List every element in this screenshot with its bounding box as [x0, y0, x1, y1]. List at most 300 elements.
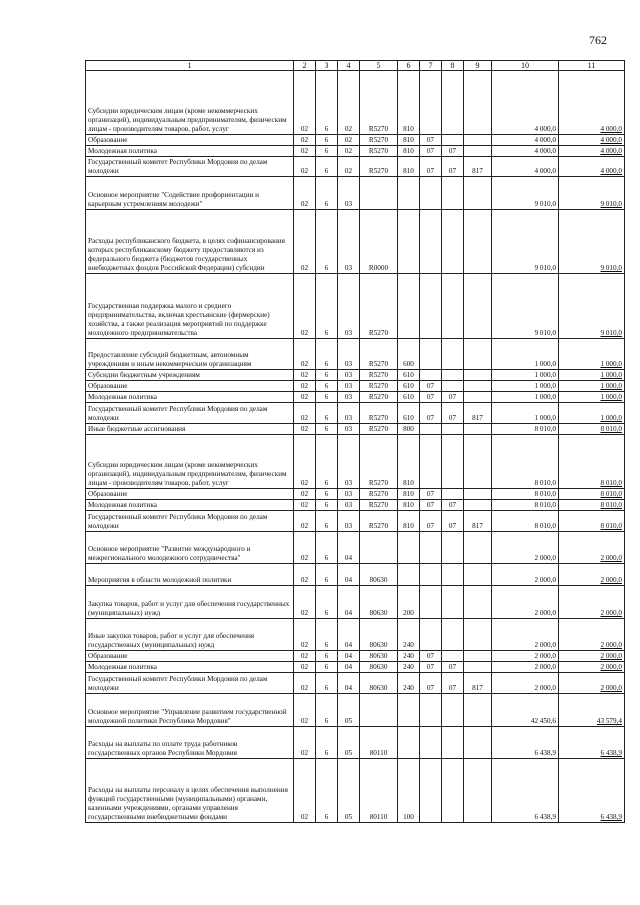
- cell-program: 02: [294, 489, 316, 500]
- cell-subsection: 07: [442, 673, 464, 694]
- cell-subsection: [442, 727, 464, 759]
- row-description: Субсидии юридическим лицам (кроме некоммерческих организаций), индивидуальным предпринимателям, физическим лицам - производителям товаров, работ, услуг: [86, 435, 294, 489]
- cell-subsection: 07: [442, 146, 464, 157]
- cell-subprogram: 6: [316, 146, 338, 157]
- cell-amount-year-1: 1 000,0: [492, 381, 559, 392]
- cell-expense-type: 610: [398, 370, 420, 381]
- row-description: Молодежная политика: [86, 500, 294, 511]
- cell-expense-type: 810: [398, 500, 420, 511]
- table-row: [86, 694, 625, 727]
- cell-expense-type: [398, 274, 420, 339]
- cell-amount-year-1: 8 010,0: [492, 489, 559, 500]
- cell-ministry-code: [464, 177, 492, 210]
- cell-ministry-code: 817: [464, 511, 492, 532]
- cell-main-activity: 03: [338, 370, 360, 381]
- cell-subprogram: 6: [316, 532, 338, 564]
- cell-program: 02: [294, 651, 316, 662]
- cell-main-activity: 03: [338, 381, 360, 392]
- cell-ministry-code: [464, 759, 492, 823]
- cell-amount-year-1: 42 450,6: [492, 694, 559, 727]
- cell-ministry-code: [464, 274, 492, 339]
- cell-section: 07: [420, 157, 442, 177]
- row-description: Расходы на выплаты по оплате труда работников государственных органов Республики Мордовия: [86, 727, 294, 759]
- cell-subsection: 07: [442, 511, 464, 532]
- cell-section: [420, 532, 442, 564]
- cell-target-article: R0000: [360, 210, 398, 274]
- table-row: [86, 71, 625, 135]
- cell-amount-year-2: 8 010,0: [559, 424, 625, 435]
- cell-ministry-code: [464, 424, 492, 435]
- cell-subsection: 07: [442, 157, 464, 177]
- cell-main-activity: 03: [338, 339, 360, 370]
- cell-ministry-code: [464, 135, 492, 146]
- row-description: Образование: [86, 381, 294, 392]
- cell-subsection: [442, 177, 464, 210]
- cell-section: [420, 759, 442, 823]
- cell-subsection: 07: [442, 392, 464, 403]
- cell-amount-year-1: 9 010,0: [492, 274, 559, 339]
- cell-program: 02: [294, 511, 316, 532]
- table-row: [86, 424, 625, 435]
- cell-section: 07: [420, 500, 442, 511]
- cell-ministry-code: [464, 586, 492, 619]
- cell-subprogram: 6: [316, 157, 338, 177]
- row-description: Молодежная политика: [86, 392, 294, 403]
- column-header: 4: [338, 61, 360, 71]
- row-description: Иные закупки товаров, работ и услуг для обеспечения государственных (муниципальных) нужд: [86, 619, 294, 651]
- row-description: Субсидии бюджетным учреждениям: [86, 370, 294, 381]
- cell-main-activity: 02: [338, 71, 360, 135]
- table-row: [86, 403, 625, 424]
- table-row: [86, 177, 625, 210]
- cell-subprogram: 6: [316, 370, 338, 381]
- table-row: [86, 381, 625, 392]
- cell-section: 07: [420, 392, 442, 403]
- cell-section: [420, 619, 442, 651]
- cell-program: 02: [294, 694, 316, 727]
- cell-section: 07: [420, 651, 442, 662]
- cell-program: 02: [294, 500, 316, 511]
- table-row: [86, 339, 625, 370]
- cell-target-article: 80110: [360, 727, 398, 759]
- cell-ministry-code: [464, 694, 492, 727]
- column-header: 3: [316, 61, 338, 71]
- cell-main-activity: 05: [338, 727, 360, 759]
- cell-ministry-code: [464, 210, 492, 274]
- cell-subsection: [442, 71, 464, 135]
- cell-target-article: 80630: [360, 564, 398, 586]
- cell-target-article: [360, 694, 398, 727]
- cell-target-article: [360, 532, 398, 564]
- cell-amount-year-2: 2 000,0: [559, 662, 625, 673]
- cell-expense-type: [398, 210, 420, 274]
- cell-expense-type: 600: [398, 339, 420, 370]
- cell-main-activity: 03: [338, 177, 360, 210]
- cell-main-activity: 04: [338, 532, 360, 564]
- cell-subprogram: 6: [316, 500, 338, 511]
- cell-amount-year-2: 1 000,0: [559, 392, 625, 403]
- cell-program: 02: [294, 532, 316, 564]
- cell-program: 02: [294, 339, 316, 370]
- cell-subprogram: 6: [316, 381, 338, 392]
- cell-ministry-code: [464, 392, 492, 403]
- cell-section: 07: [420, 662, 442, 673]
- table-row: [86, 586, 625, 619]
- cell-section: [420, 564, 442, 586]
- cell-program: 02: [294, 146, 316, 157]
- cell-subprogram: 6: [316, 651, 338, 662]
- cell-ministry-code: [464, 532, 492, 564]
- table-header-row: [86, 61, 625, 71]
- cell-ministry-code: [464, 381, 492, 392]
- row-description: Предоставление субсидий бюджетным, автономным учреждениям и иным некоммерческим организациям: [86, 339, 294, 370]
- cell-amount-year-2: 4 000,0: [559, 71, 625, 135]
- cell-section: [420, 274, 442, 339]
- cell-ministry-code: [464, 651, 492, 662]
- row-description: Молодежная политика: [86, 662, 294, 673]
- cell-target-article: R5270: [360, 489, 398, 500]
- row-description: Государственная поддержка малого и среднего предпринимательства, включая крестьянские (фермерские) хозяйства, а также реализация мероприятий по поддержке молодежного предпринимательства: [86, 274, 294, 339]
- cell-amount-year-1: 8 010,0: [492, 435, 559, 489]
- cell-target-article: R5270: [360, 339, 398, 370]
- cell-subsection: 07: [442, 662, 464, 673]
- cell-amount-year-1: 8 010,0: [492, 500, 559, 511]
- cell-amount-year-1: 4 000,0: [492, 157, 559, 177]
- cell-expense-type: 810: [398, 135, 420, 146]
- cell-subsection: [442, 564, 464, 586]
- cell-subsection: [442, 759, 464, 823]
- row-description: Государственный комитет Республики Мордовия по делам молодежи: [86, 511, 294, 532]
- cell-subsection: [442, 435, 464, 489]
- table-row: [86, 157, 625, 177]
- cell-expense-type: 610: [398, 381, 420, 392]
- cell-subsection: [442, 532, 464, 564]
- row-description: Государственный комитет Республики Мордовия по делам молодежи: [86, 157, 294, 177]
- cell-target-article: 80630: [360, 651, 398, 662]
- column-header: 10: [492, 61, 559, 71]
- cell-subsection: 07: [442, 500, 464, 511]
- row-description: Основное мероприятие "Управление развитием государственной молодежной политики Республики Мордовия": [86, 694, 294, 727]
- cell-subsection: [442, 274, 464, 339]
- cell-amount-year-2: 1 000,0: [559, 403, 625, 424]
- cell-subprogram: 6: [316, 392, 338, 403]
- cell-amount-year-2: 6 438,9: [559, 759, 625, 823]
- row-description: Государственный комитет Республики Мордовия по делам молодежи: [86, 673, 294, 694]
- cell-subsection: [442, 694, 464, 727]
- cell-program: 02: [294, 759, 316, 823]
- cell-program: 02: [294, 662, 316, 673]
- cell-subprogram: 6: [316, 339, 338, 370]
- row-description: Иные бюджетные ассигнования: [86, 424, 294, 435]
- cell-subprogram: 6: [316, 586, 338, 619]
- cell-amount-year-1: 2 000,0: [492, 662, 559, 673]
- cell-subsection: [442, 381, 464, 392]
- cell-amount-year-2: 2 000,0: [559, 586, 625, 619]
- cell-ministry-code: [464, 339, 492, 370]
- cell-program: 02: [294, 135, 316, 146]
- cell-amount-year-2: 8 010,0: [559, 500, 625, 511]
- cell-subsection: 07: [442, 403, 464, 424]
- cell-program: 02: [294, 673, 316, 694]
- cell-subsection: [442, 651, 464, 662]
- cell-amount-year-2: 1 000,0: [559, 381, 625, 392]
- cell-amount-year-1: 1 000,0: [492, 370, 559, 381]
- cell-subprogram: 6: [316, 135, 338, 146]
- cell-target-article: 80630: [360, 586, 398, 619]
- cell-main-activity: 03: [338, 392, 360, 403]
- cell-amount-year-2: 8 010,0: [559, 435, 625, 489]
- cell-target-article: R5270: [360, 135, 398, 146]
- cell-expense-type: 240: [398, 673, 420, 694]
- cell-section: 07: [420, 381, 442, 392]
- cell-target-article: R5270: [360, 157, 398, 177]
- cell-section: 07: [420, 511, 442, 532]
- cell-subprogram: 6: [316, 662, 338, 673]
- cell-main-activity: 02: [338, 157, 360, 177]
- cell-target-article: R5270: [360, 435, 398, 489]
- cell-expense-type: 810: [398, 146, 420, 157]
- cell-amount-year-1: 4 000,0: [492, 71, 559, 135]
- cell-target-article: R5270: [360, 274, 398, 339]
- cell-main-activity: 02: [338, 135, 360, 146]
- cell-amount-year-2: 4 000,0: [559, 146, 625, 157]
- cell-main-activity: 03: [338, 511, 360, 532]
- cell-subsection: [442, 424, 464, 435]
- cell-amount-year-2: 1 000,0: [559, 370, 625, 381]
- column-header: 11: [559, 61, 625, 71]
- cell-target-article: 80110: [360, 759, 398, 823]
- table-row: [86, 619, 625, 651]
- cell-subsection: [442, 489, 464, 500]
- cell-amount-year-2: 9 010,0: [559, 210, 625, 274]
- cell-section: [420, 435, 442, 489]
- table-row: [86, 532, 625, 564]
- cell-subsection: [442, 210, 464, 274]
- cell-main-activity: 03: [338, 403, 360, 424]
- column-header: 1: [86, 61, 294, 71]
- cell-ministry-code: 817: [464, 157, 492, 177]
- cell-section: [420, 424, 442, 435]
- cell-main-activity: 04: [338, 662, 360, 673]
- row-description: Образование: [86, 489, 294, 500]
- cell-ministry-code: [464, 662, 492, 673]
- table-row: [86, 727, 625, 759]
- cell-section: [420, 370, 442, 381]
- row-description: Субсидии юридическим лицам (кроме некоммерческих организаций), индивидуальным предпринимателям, физическим лицам - производителям товаров, работ, услуг: [86, 71, 294, 135]
- cell-section: [420, 727, 442, 759]
- cell-expense-type: [398, 177, 420, 210]
- row-description: Образование: [86, 135, 294, 146]
- cell-main-activity: 04: [338, 619, 360, 651]
- cell-subprogram: 6: [316, 210, 338, 274]
- cell-main-activity: 03: [338, 424, 360, 435]
- cell-expense-type: 810: [398, 489, 420, 500]
- cell-amount-year-2: 1 000,0: [559, 339, 625, 370]
- cell-expense-type: 200: [398, 586, 420, 619]
- cell-amount-year-2: 2 000,0: [559, 532, 625, 564]
- cell-amount-year-1: 1 000,0: [492, 403, 559, 424]
- table-row: [86, 435, 625, 489]
- column-header: 6: [398, 61, 420, 71]
- cell-target-article: R5270: [360, 146, 398, 157]
- table-row: [86, 135, 625, 146]
- cell-amount-year-1: 2 000,0: [492, 619, 559, 651]
- cell-amount-year-1: 2 000,0: [492, 673, 559, 694]
- cell-target-article: R5270: [360, 403, 398, 424]
- cell-program: 02: [294, 370, 316, 381]
- cell-main-activity: 02: [338, 146, 360, 157]
- cell-amount-year-1: 6 438,9: [492, 759, 559, 823]
- cell-program: 02: [294, 564, 316, 586]
- cell-ministry-code: [464, 500, 492, 511]
- cell-main-activity: 03: [338, 500, 360, 511]
- cell-subprogram: 6: [316, 403, 338, 424]
- cell-subprogram: 6: [316, 727, 338, 759]
- cell-expense-type: 810: [398, 511, 420, 532]
- cell-amount-year-1: 1 000,0: [492, 392, 559, 403]
- cell-amount-year-2: 4 000,0: [559, 135, 625, 146]
- cell-amount-year-2: 2 000,0: [559, 619, 625, 651]
- cell-amount-year-1: 1 000,0: [492, 339, 559, 370]
- cell-amount-year-1: 9 010,0: [492, 210, 559, 274]
- table-row: [86, 511, 625, 532]
- cell-amount-year-1: 8 010,0: [492, 424, 559, 435]
- cell-amount-year-2: 9 010,0: [559, 177, 625, 210]
- cell-expense-type: [398, 564, 420, 586]
- cell-ministry-code: 817: [464, 403, 492, 424]
- cell-ministry-code: [464, 564, 492, 586]
- cell-amount-year-1: 2 000,0: [492, 532, 559, 564]
- row-description: Основное мероприятие "Содействие профориентации и карьерным устремлениям молодежи": [86, 177, 294, 210]
- table-row: [86, 392, 625, 403]
- cell-ministry-code: [464, 71, 492, 135]
- cell-section: 07: [420, 489, 442, 500]
- cell-subsection: [442, 135, 464, 146]
- cell-subsection: [442, 619, 464, 651]
- cell-ministry-code: [464, 146, 492, 157]
- column-header: 8: [442, 61, 464, 71]
- cell-target-article: R5270: [360, 500, 398, 511]
- cell-ministry-code: [464, 619, 492, 651]
- cell-subsection: [442, 586, 464, 619]
- row-description: Государственный комитет Республики Мордовия по делам молодежи: [86, 403, 294, 424]
- cell-amount-year-1: 4 000,0: [492, 146, 559, 157]
- cell-target-article: R5270: [360, 392, 398, 403]
- table-row: [86, 651, 625, 662]
- cell-main-activity: 04: [338, 586, 360, 619]
- table-row: [86, 489, 625, 500]
- column-header: 2: [294, 61, 316, 71]
- cell-section: [420, 71, 442, 135]
- table-row: [86, 759, 625, 823]
- cell-main-activity: 03: [338, 489, 360, 500]
- cell-subprogram: 6: [316, 435, 338, 489]
- cell-amount-year-2: 4 000,0: [559, 157, 625, 177]
- cell-expense-type: 240: [398, 651, 420, 662]
- cell-program: 02: [294, 71, 316, 135]
- cell-section: 07: [420, 146, 442, 157]
- cell-amount-year-1: 4 000,0: [492, 135, 559, 146]
- cell-expense-type: 610: [398, 392, 420, 403]
- cell-amount-year-2: 9 010,0: [559, 274, 625, 339]
- row-description: Расходы на выплаты персоналу в целях обеспечения выполнения функций государственными (муниципальными) органами, казенными учреждениями, органами управления государственными внебюджетными фондами: [86, 759, 294, 823]
- cell-program: 02: [294, 435, 316, 489]
- cell-section: [420, 177, 442, 210]
- cell-amount-year-1: 2 000,0: [492, 564, 559, 586]
- cell-subprogram: 6: [316, 673, 338, 694]
- cell-subprogram: 6: [316, 71, 338, 135]
- row-description: Основное мероприятие "Развитие международного и межрегионального молодежного сотрудничества": [86, 532, 294, 564]
- cell-amount-year-2: 2 000,0: [559, 673, 625, 694]
- cell-expense-type: 240: [398, 662, 420, 673]
- cell-program: 02: [294, 619, 316, 651]
- cell-target-article: R5270: [360, 511, 398, 532]
- cell-target-article: R5270: [360, 370, 398, 381]
- cell-main-activity: 03: [338, 274, 360, 339]
- column-header: 5: [360, 61, 398, 71]
- row-description: Молодежная политика: [86, 146, 294, 157]
- table-row: [86, 662, 625, 673]
- cell-expense-type: [398, 727, 420, 759]
- cell-amount-year-1: 6 438,9: [492, 727, 559, 759]
- cell-section: [420, 339, 442, 370]
- cell-amount-year-1: 2 000,0: [492, 586, 559, 619]
- row-description: Мероприятия в области молодежной политики: [86, 564, 294, 586]
- cell-target-article: 80630: [360, 673, 398, 694]
- cell-ministry-code: [464, 370, 492, 381]
- table-row: [86, 500, 625, 511]
- cell-subprogram: 6: [316, 424, 338, 435]
- cell-subsection: [442, 339, 464, 370]
- cell-ministry-code: [464, 435, 492, 489]
- cell-main-activity: 03: [338, 210, 360, 274]
- cell-subprogram: 6: [316, 511, 338, 532]
- table-row: [86, 146, 625, 157]
- cell-expense-type: 610: [398, 403, 420, 424]
- cell-expense-type: [398, 694, 420, 727]
- cell-section: [420, 694, 442, 727]
- cell-subprogram: 6: [316, 177, 338, 210]
- cell-expense-type: 810: [398, 435, 420, 489]
- cell-target-article: R5270: [360, 424, 398, 435]
- cell-main-activity: 04: [338, 564, 360, 586]
- cell-subprogram: 6: [316, 274, 338, 339]
- cell-program: 02: [294, 157, 316, 177]
- page-number: 762: [589, 33, 607, 47]
- cell-program: 02: [294, 403, 316, 424]
- cell-program: 02: [294, 727, 316, 759]
- cell-expense-type: 800: [398, 424, 420, 435]
- cell-amount-year-1: 9 010,0: [492, 177, 559, 210]
- cell-ministry-code: 817: [464, 673, 492, 694]
- cell-target-article: 80630: [360, 619, 398, 651]
- cell-main-activity: 04: [338, 673, 360, 694]
- cell-program: 02: [294, 392, 316, 403]
- cell-amount-year-2: 2 000,0: [559, 564, 625, 586]
- table-row: [86, 210, 625, 274]
- column-header: 7: [420, 61, 442, 71]
- cell-target-article: R5270: [360, 381, 398, 392]
- cell-subprogram: 6: [316, 694, 338, 727]
- cell-program: 02: [294, 210, 316, 274]
- cell-ministry-code: [464, 489, 492, 500]
- cell-expense-type: 100: [398, 759, 420, 823]
- table-row: [86, 274, 625, 339]
- cell-main-activity: 03: [338, 435, 360, 489]
- column-header: 9: [464, 61, 492, 71]
- cell-main-activity: 05: [338, 759, 360, 823]
- cell-ministry-code: [464, 727, 492, 759]
